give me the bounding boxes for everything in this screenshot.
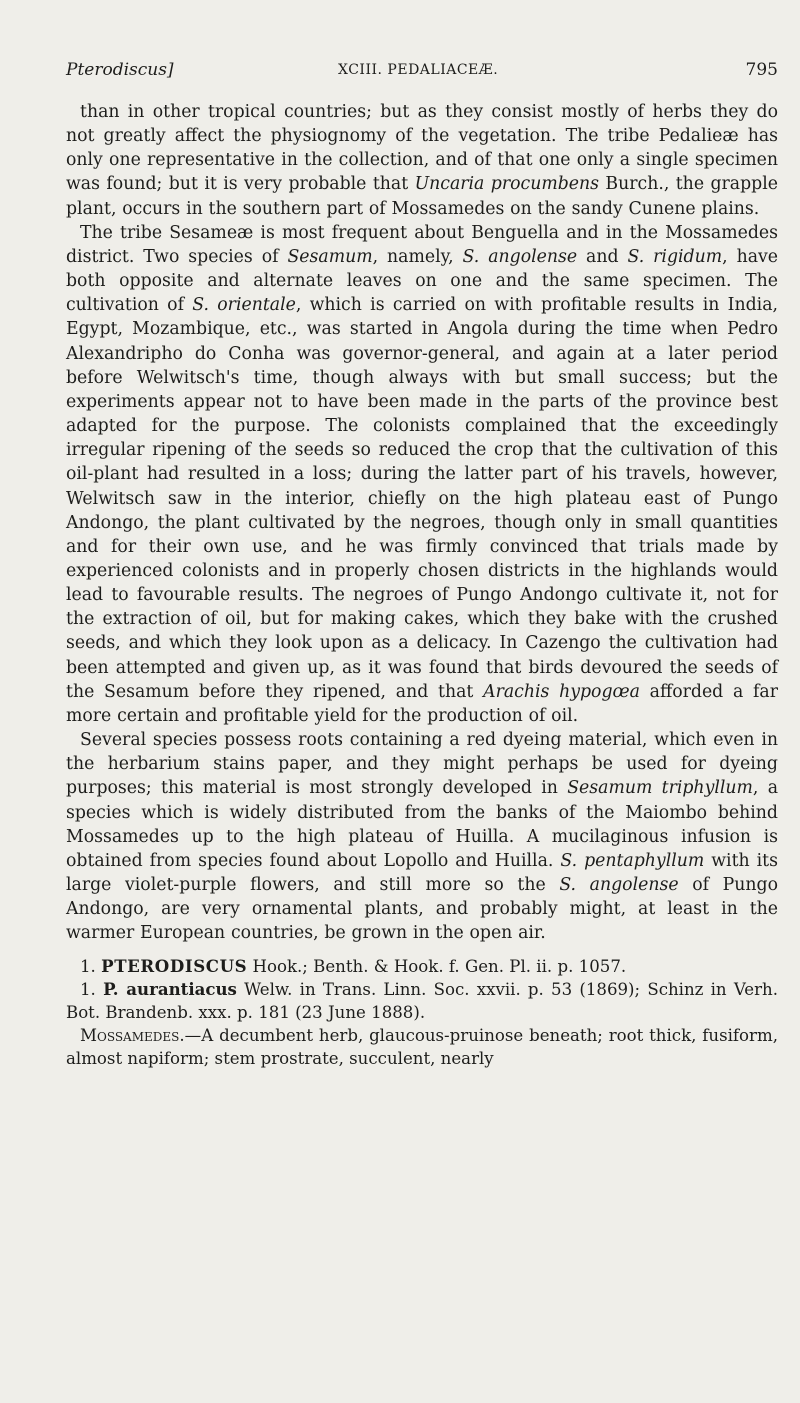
locality-name: Mossamedes. xyxy=(80,1026,185,1046)
paragraph-sesameae: The tribe Sesameæ is most frequent about Benguella and in the Mossamedes district. Two species of Sesamum, namely, S. angolense and S. rigidum, have both opposite and alternate leaves on one and the same specimen. The cultivation of S. orientale, which is carried on with profitable results in India, Egypt, Mozambique, etc., was started in Angola during the time when Pedro Alexandripho do Conha was governor-general, and again at a later period before Welwitsch's time, though always with but small success; but the experiments appear not to have been made in the parts of the province best adapted for the purpose. The colonists complained that the exceedingly irregular ripening of the seeds so reduced the crop that the cultivation of this oil-plant had resulted in a loss; during the latter part of his travels, however, Welwitsch saw in the interior, chiefly on the high plateau east of Pungo Andongo, the plant cultivated by the negroes, though only in small quantities and for their own use, and he was firmly convinced that trials made by experienced colonists and in properly chosen districts in the highlands would lead to favourable results. The negroes of Pungo Andongo cultivate it, not for the extraction of oil, but for making cakes, which they bake with the crushed seeds, and which they look upon as a delicacy. In Cazengo the cultivation had been attempted and given up, as it was found that birds devoured the seeds of the Sesamum before they ripened, and that Arachis hypogœa afforded a far more certain and profitable yield for the production of oil. xyxy=(66,222,778,726)
body-text xyxy=(66,100,778,945)
genus-entry: 1. PTERODISCUS Hook.; Benth. & Hook. f. Gen. Pl. ii. p. 1057. xyxy=(80,956,627,977)
taxon-name: S. rigidum xyxy=(627,246,723,267)
paragraph-dyeing-roots: Several species possess roots containing a red dyeing material, which even in the herbarium stains paper, and they might perhaps be used for dyeing purposes; this material is most strongly developed in Sesamum triphyllum, a species which is widely distributed from the banks of the Maiombo behind Mossamedes up to the high plateau of Huilla. A mucilaginous infusion is obtained from species found about Lopollo and Huilla. S. pentaphyllum with its large violet-purple flowers, and still more so the S. angolense of Pungo Andongo, are very ornamental plants, and probably might, at least in the warmer European countries, be grown in the open air. xyxy=(66,730,778,944)
taxon-name: Arachis hypogœa xyxy=(483,681,640,702)
taxon-name: S. pentaphyllum xyxy=(560,850,705,871)
taxonomic-entries xyxy=(66,955,778,1070)
taxon-name: Sesamum xyxy=(287,246,373,267)
species-name: P. aurantiacus xyxy=(103,979,237,1000)
page-number: 795 xyxy=(745,60,778,80)
taxon-name: Uncaria procumbens xyxy=(414,174,599,195)
taxon-name: S. angolense xyxy=(559,875,679,895)
taxon-name: S. orientale xyxy=(192,295,296,316)
running-head-family: XCIII. PEDALIACEÆ. xyxy=(338,62,499,78)
paragraph-pedalieae: than in other tropical countries; but as they consist mostly of herbs they do not greatly affect the physiognomy of the vegetation. The tribe Pedalieæ has only one representative in the collection, and of that one only a single specimen was found; but it is very probable that Uncaria procumbens Burch., the grapple plant, occurs in the southern part of Mossamedes on the sandy Cunene plains. xyxy=(66,102,778,219)
species-description: Mossamedes.—A decumbent herb, glaucous-pruinose beneath; root thick, fusiform, almost napiform; stem prostrate, succulent, nearly xyxy=(66,1026,778,1069)
species-entry: 1. P. aurantiacus Welw. in Trans. Linn. Soc. xxvii. p. 53 (1869); Schinz in Verh. Bot. Brandenb. xxx. p. 181 (23 June 1888). xyxy=(66,979,778,1023)
document-page xyxy=(66,56,778,1070)
genus-name: PTERODISCUS xyxy=(101,956,248,977)
taxon-name: Sesamum triphyllum xyxy=(567,778,753,799)
running-head-genus: Pterodiscus] xyxy=(66,60,174,80)
running-head xyxy=(66,56,778,84)
taxon-name: S. angolense xyxy=(462,246,578,267)
